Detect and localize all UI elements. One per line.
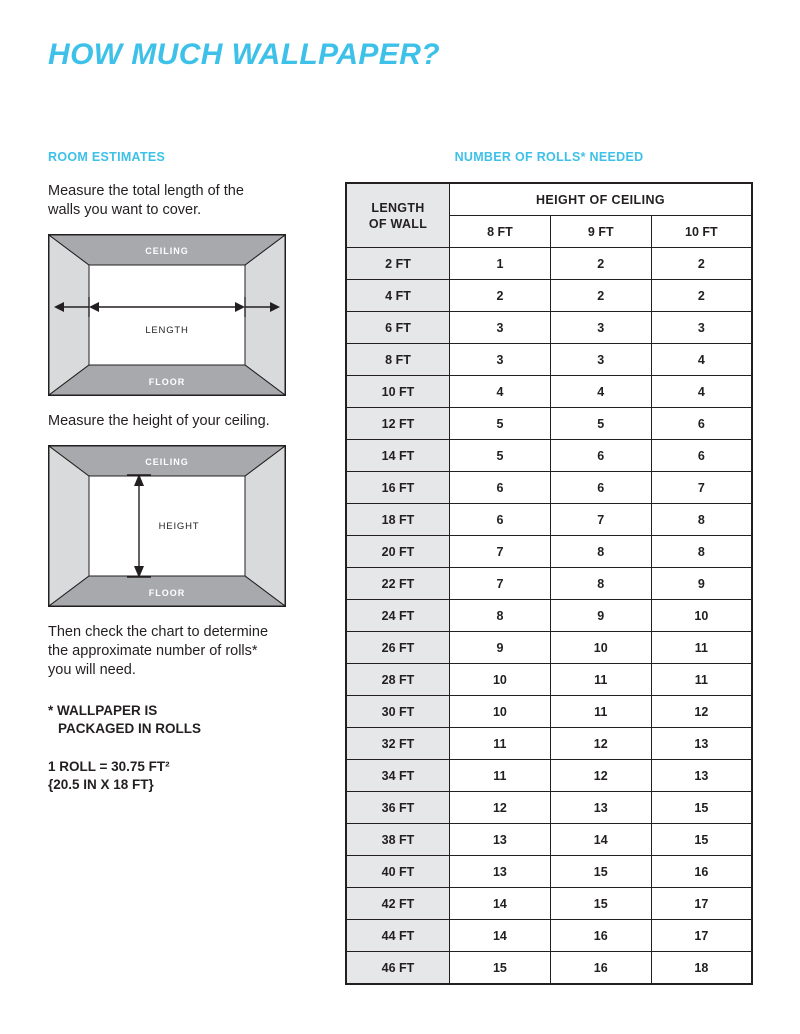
table-row	[346, 248, 752, 280]
cell-rolls-needed: 15	[651, 824, 752, 856]
cell-rolls-needed: 9	[450, 632, 551, 664]
cell-rolls-needed: 6	[450, 472, 551, 504]
table-row	[346, 600, 752, 632]
cell-rolls-needed: 3	[550, 344, 651, 376]
room-diagram-height	[48, 445, 286, 607]
table-header-row-1	[346, 183, 752, 216]
cell-wall-length: 16 FT	[346, 472, 450, 504]
instruction-measure-length: Measure the total length of the walls you want to cover.	[48, 183, 244, 218]
cell-rolls-needed: 7	[550, 504, 651, 536]
ceiling-band-label-1: CEILING	[145, 246, 189, 256]
cell-rolls-needed: 2	[651, 280, 752, 312]
cell-rolls-needed: 8	[550, 568, 651, 600]
cell-rolls-needed: 15	[651, 792, 752, 824]
page-title: HOW MUCH WALLPAPER?	[48, 38, 441, 71]
cell-rolls-needed: 7	[450, 568, 551, 600]
cell-rolls-needed: 15	[450, 952, 551, 985]
cell-rolls-needed: 2	[550, 280, 651, 312]
cell-rolls-needed: 11	[550, 696, 651, 728]
cell-rolls-needed: 10	[550, 632, 651, 664]
cell-wall-length: 14 FT	[346, 440, 450, 472]
cell-rolls-needed: 14	[450, 920, 551, 952]
cell-rolls-needed: 4	[651, 344, 752, 376]
cell-rolls-needed: 8	[651, 504, 752, 536]
cell-rolls-needed: 12	[550, 760, 651, 792]
column-subheader-9ft: 9 FT	[550, 216, 651, 248]
cell-rolls-needed: 17	[651, 920, 752, 952]
cell-rolls-needed: 3	[450, 344, 551, 376]
roll-dimensions-line: {20.5 IN X 18 FT}	[48, 777, 154, 792]
cell-rolls-needed: 11	[450, 760, 551, 792]
cell-wall-length: 42 FT	[346, 888, 450, 920]
column-subheader-8ft: 8 FT	[450, 216, 551, 248]
cell-rolls-needed: 12	[450, 792, 551, 824]
cell-wall-length: 28 FT	[346, 664, 450, 696]
roll-area-line: 1 ROLL = 30.75 FT²	[48, 759, 170, 774]
cell-wall-length: 46 FT	[346, 952, 450, 985]
cell-wall-length: 12 FT	[346, 408, 450, 440]
height-dimension-label: HEIGHT	[158, 521, 200, 532]
table-row	[346, 888, 752, 920]
instruction-measure-height: Measure the height of your ceiling.	[48, 413, 270, 429]
cell-rolls-needed: 6	[550, 472, 651, 504]
table-row	[346, 536, 752, 568]
cell-wall-length: 2 FT	[346, 248, 450, 280]
cell-rolls-needed: 6	[450, 504, 551, 536]
table-row	[346, 792, 752, 824]
cell-rolls-needed: 2	[450, 280, 551, 312]
cell-wall-length: 44 FT	[346, 920, 450, 952]
cell-wall-length: 38 FT	[346, 824, 450, 856]
cell-rolls-needed: 12	[651, 696, 752, 728]
cell-rolls-needed: 4	[651, 376, 752, 408]
table-row	[346, 376, 752, 408]
cell-wall-length: 18 FT	[346, 504, 450, 536]
floor-band-label-1: FLOOR	[148, 377, 186, 387]
cell-rolls-needed: 15	[550, 856, 651, 888]
cell-rolls-needed: 8	[550, 536, 651, 568]
cell-wall-length: 24 FT	[346, 600, 450, 632]
cell-rolls-needed: 3	[651, 312, 752, 344]
cell-rolls-needed: 3	[550, 312, 651, 344]
cell-wall-length: 22 FT	[346, 568, 450, 600]
cell-rolls-needed: 2	[550, 248, 651, 280]
room-diagram-length-svg	[49, 235, 285, 395]
table-row	[346, 952, 752, 985]
cell-rolls-needed: 18	[651, 952, 752, 985]
cell-wall-length: 26 FT	[346, 632, 450, 664]
length-dimension-label: LENGTH	[145, 325, 189, 336]
cell-rolls-needed: 9	[651, 568, 752, 600]
table-row	[346, 504, 752, 536]
cell-rolls-needed: 13	[450, 856, 551, 888]
cell-rolls-needed: 12	[550, 728, 651, 760]
cell-rolls-needed: 11	[651, 632, 752, 664]
length-header-line-1: LENGTH	[371, 200, 425, 215]
column-subheader-10ft: 10 FT	[651, 216, 752, 248]
footnote-line-2: PACKAGED IN ROLLS	[58, 721, 202, 736]
table-row	[346, 632, 752, 664]
section-heading-rolls-needed: NUMBER OF ROLLS* NEEDED	[454, 150, 644, 164]
cell-rolls-needed: 13	[550, 792, 651, 824]
floor-band-label-2: FLOOR	[148, 588, 186, 598]
cell-wall-length: 34 FT	[346, 760, 450, 792]
roll-size-info	[48, 758, 298, 794]
cell-rolls-needed: 1	[450, 248, 551, 280]
cell-rolls-needed: 2	[651, 248, 752, 280]
table-row	[346, 824, 752, 856]
table-row	[346, 856, 752, 888]
cell-rolls-needed: 5	[450, 440, 551, 472]
table-row	[346, 472, 752, 504]
cell-rolls-needed: 5	[550, 408, 651, 440]
cell-rolls-needed: 10	[651, 600, 752, 632]
instruction-check-chart: Then check the chart to determine the approximate number of rolls* you will need.	[48, 624, 269, 678]
cell-rolls-needed: 7	[450, 536, 551, 568]
cell-rolls-needed: 11	[450, 728, 551, 760]
cell-rolls-needed: 3	[450, 312, 551, 344]
cell-rolls-needed: 14	[450, 888, 551, 920]
cell-rolls-needed: 4	[550, 376, 651, 408]
cell-wall-length: 36 FT	[346, 792, 450, 824]
cell-rolls-needed: 15	[550, 888, 651, 920]
table-row	[346, 696, 752, 728]
footnote-line-1: * WALLPAPER IS	[48, 703, 158, 718]
cell-wall-length: 10 FT	[346, 376, 450, 408]
cell-rolls-needed: 8	[450, 600, 551, 632]
table-row	[346, 312, 752, 344]
cell-wall-length: 6 FT	[346, 312, 450, 344]
length-header-line-2: OF WALL	[368, 216, 428, 231]
table-row	[346, 728, 752, 760]
cell-rolls-needed: 6	[651, 408, 752, 440]
column-header-length-of-wall	[346, 183, 450, 248]
table-row	[346, 760, 752, 792]
cell-rolls-needed: 8	[651, 536, 752, 568]
cell-rolls-needed: 6	[651, 440, 752, 472]
cell-rolls-needed: 14	[550, 824, 651, 856]
table-row	[346, 408, 752, 440]
cell-wall-length: 32 FT	[346, 728, 450, 760]
table-row	[346, 344, 752, 376]
cell-rolls-needed: 6	[550, 440, 651, 472]
room-diagram-height-svg	[49, 446, 285, 606]
cell-rolls-needed: 16	[651, 856, 752, 888]
table-header	[346, 183, 752, 248]
table-body	[346, 248, 752, 985]
cell-wall-length: 8 FT	[346, 344, 450, 376]
ceiling-band-label-2: CEILING	[145, 457, 189, 467]
cell-rolls-needed: 5	[450, 408, 551, 440]
table-row	[346, 280, 752, 312]
room-estimates-section	[48, 150, 298, 794]
table-row	[346, 568, 752, 600]
cell-wall-length: 30 FT	[346, 696, 450, 728]
cell-rolls-needed: 11	[550, 664, 651, 696]
column-header-height-of-ceiling: HEIGHT OF CEILING	[450, 183, 753, 216]
cell-rolls-needed: 4	[450, 376, 551, 408]
rolls-table-section	[345, 150, 753, 985]
cell-wall-length: 20 FT	[346, 536, 450, 568]
cell-rolls-needed: 13	[651, 728, 752, 760]
cell-rolls-needed: 10	[450, 664, 551, 696]
cell-wall-length: 4 FT	[346, 280, 450, 312]
cell-rolls-needed: 16	[550, 952, 651, 985]
cell-rolls-needed: 9	[550, 600, 651, 632]
cell-rolls-needed: 7	[651, 472, 752, 504]
cell-rolls-needed: 11	[651, 664, 752, 696]
section-heading-room-estimates: ROOM ESTIMATES	[48, 150, 166, 164]
cell-wall-length: 40 FT	[346, 856, 450, 888]
rolls-needed-table	[345, 182, 753, 985]
cell-rolls-needed: 16	[550, 920, 651, 952]
cell-rolls-needed: 13	[651, 760, 752, 792]
cell-rolls-needed: 10	[450, 696, 551, 728]
table-row	[346, 664, 752, 696]
cell-rolls-needed: 17	[651, 888, 752, 920]
cell-rolls-needed: 13	[450, 824, 551, 856]
table-row	[346, 920, 752, 952]
table-row	[346, 440, 752, 472]
room-diagram-length	[48, 234, 286, 396]
footnote-wallpaper-packaging	[48, 702, 298, 738]
